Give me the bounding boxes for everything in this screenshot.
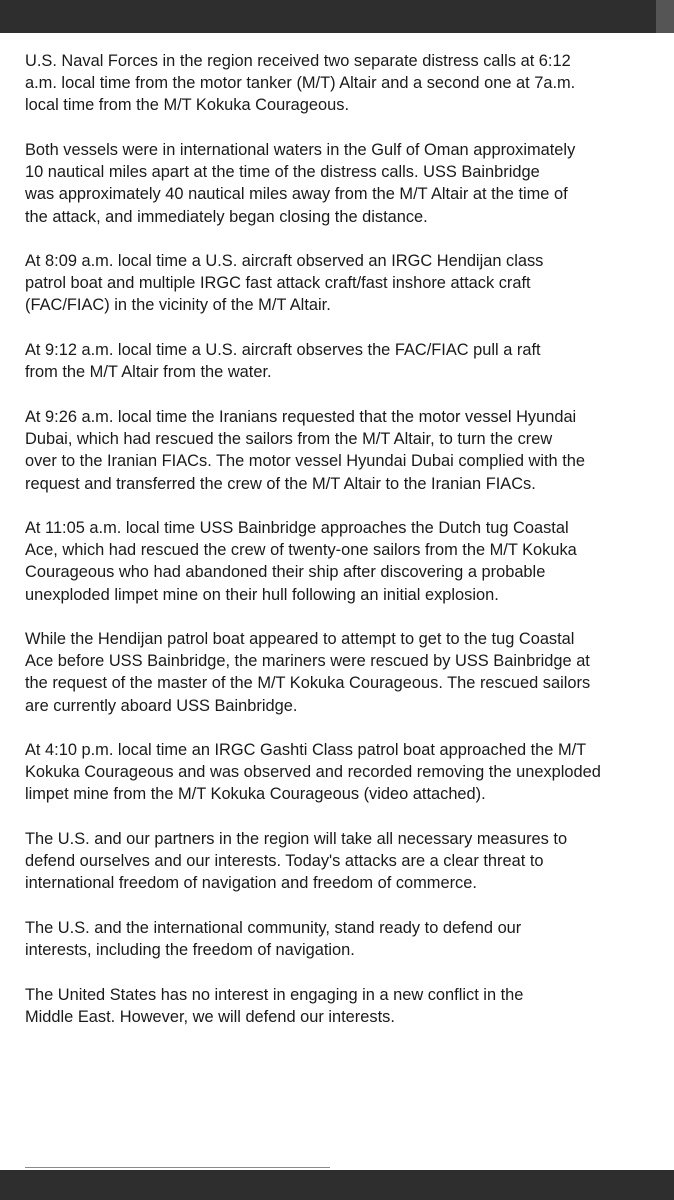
paragraph-0926-crew-transfer: At 9:26 a.m. local time the Iranians requested that the motor vessel Hyundai Dubai, which had rescued the sailors from the M/T Altair, to turn the crew over to the Iranian FIACs. The motor vessel Hyundai Dubai complied with the request and transferred the crew of the M/T Altair to the Iranian FIACs. [25, 408, 585, 493]
statement-body [25, 50, 665, 1029]
document-page [0, 33, 674, 1170]
paragraph-stand-ready: The U.S. and the international community, stand ready to defend our interests, including the freedom of navigation. [25, 919, 522, 960]
paragraph-hendijan-rescue: While the Hendijan patrol boat appeared to attempt to get to the tug Coastal Ace before USS Bainbridge, the mariners were rescued by USS Bainbridge at the request of the master of the M/T Kokuka Courageous. The rescued sailors are currently aboard USS Bainbridge. [25, 630, 591, 715]
paragraph-distress-calls: U.S. Naval Forces in the region received two separate distress calls at 6:12 a.m. local time from the motor tanker (M/T) Altair and a second one at 7a.m. local time from the M/T Kokuka Courageous. [25, 52, 576, 115]
footer-divider [25, 1167, 330, 1168]
paragraph-0912-raft: At 9:12 a.m. local time a U.S. aircraft observes the FAC/FIAC pull a raft from the M/T Altair from the water. [25, 341, 541, 382]
paragraph-necessary-measures: The U.S. and our partners in the region will take all necessary measures to defend ourselves and our interests. Today's attacks are a clear threat to international freedom of navigation and freedom of commerce. [25, 830, 568, 893]
paragraph-no-interest: The United States has no interest in engaging in a new conflict in the Middle East. However, we will defend our interests. [25, 986, 524, 1027]
paragraph-1610-limpet-mine: At 4:10 p.m. local time an IRGC Gashti Class patrol boat approached the M/T Kokuka Courageous and was observed and recorded removing the unexploded limpet mine from the M/T Kokuka Courageous (video attached). [25, 741, 601, 804]
scrollbar[interactable] [656, 0, 674, 33]
paragraph-1105-coastal-ace: At 11:05 a.m. local time USS Bainbridge approaches the Dutch tug Coastal Ace, which had rescued the crew of twenty-one sailors from the M/T Kokuka Courageous who had abandoned their ship after discovering a probable unexploded limpet mine on their hull following an initial explosion. [25, 519, 577, 604]
paragraph-0809-observation: At 8:09 a.m. local time a U.S. aircraft observed an IRGC Hendijan class patrol boat and multiple IRGC fast attack craft/fast inshore attack craft (FAC/FIAC) in the vicinity of the M/T Altair. [25, 252, 544, 315]
paragraph-vessel-locations: Both vessels were in international waters in the Gulf of Oman approximately 10 nautical miles apart at the time of the distress calls. USS Bainbridge was approximately 40 nautical miles away from the M/T Altair at the time of the attack, and immediately began closing the distance. [25, 141, 576, 226]
